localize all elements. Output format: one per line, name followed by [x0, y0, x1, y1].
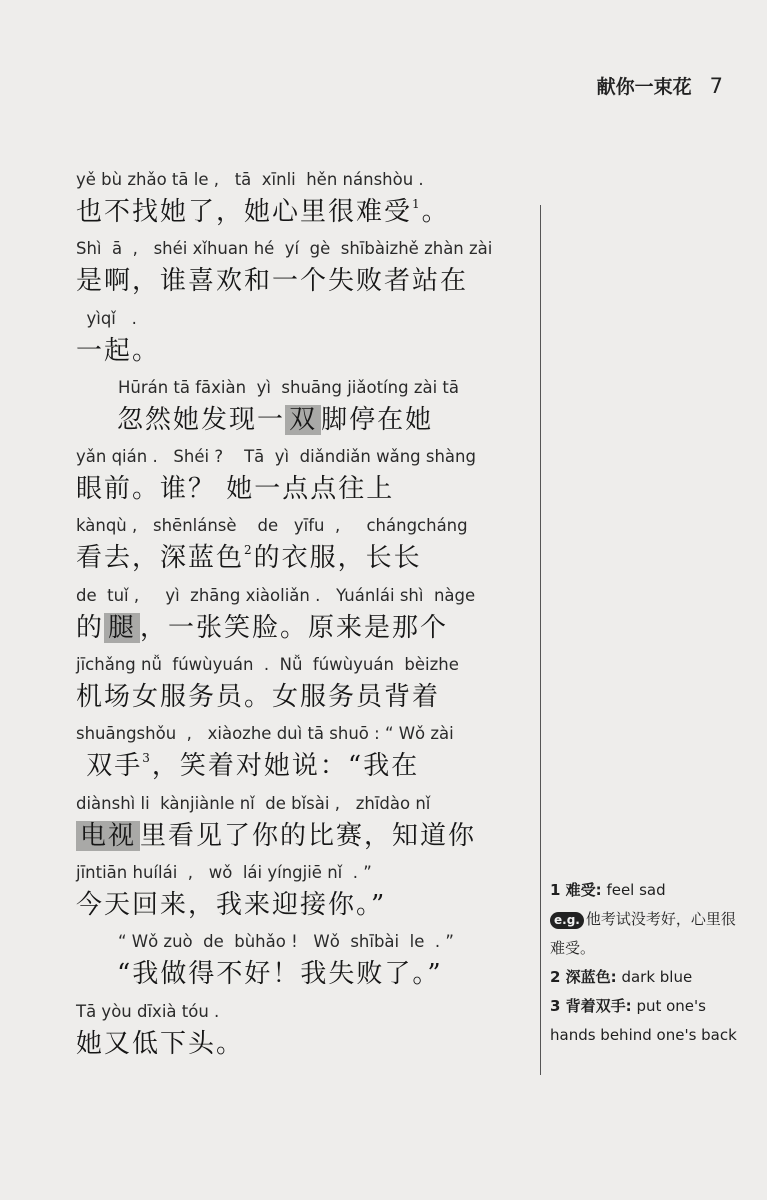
- text-line-6: [76, 516, 536, 585]
- hanzi-line: 双手$^3$，笑着对她说：“我在: [76, 751, 420, 782]
- text-line-2: [76, 239, 536, 308]
- text-line-12: [76, 932, 536, 1001]
- margin-divider-line: [540, 205, 541, 1075]
- pinyin-line: Shì ā , shéi xǐhuan hé yí gè shībàizhě zhàn zài: [76, 239, 493, 259]
- text-line-7: [76, 586, 536, 655]
- pinyin-line: de tuǐ , yì zhāng xiàoliǎn . Yuánlái shì nàge: [76, 585, 476, 605]
- text-line-9: [76, 724, 536, 793]
- running-header: [597, 72, 723, 99]
- hanzi-line: 电视 里看见了你的比赛，知道你: [76, 819, 476, 853]
- pinyin-line: shuāngshǒu , xiàozhe duì tā shuō : “ Wǒ zài: [76, 724, 454, 744]
- main-text: [76, 170, 536, 1071]
- hanzi-line: “我做得不好！我失败了。”: [76, 959, 443, 990]
- footnote-mark: 2: [244, 543, 254, 558]
- text-line-1: [76, 170, 536, 239]
- footnote-mark: 3: [142, 751, 152, 766]
- pinyin-line: yǎn qián . Shéi ? Tā yì diǎndiǎn wǎng shàng: [76, 447, 476, 467]
- hanzi-line: 眼前。谁？ 她一点点往上: [76, 474, 395, 505]
- text-line-3: [76, 309, 536, 378]
- footnote-2: 2 深蓝色: dark blue: [550, 968, 693, 986]
- pinyin-line: Tā yòu dīxià tóu .: [76, 1001, 220, 1021]
- footnote-1-example: e.g. 他考试没考好，心里很难受。: [550, 910, 736, 957]
- text-line-11: [76, 863, 536, 932]
- pinyin-line: kànqù , shēnlánsè de yīfu , chángcháng: [76, 516, 468, 536]
- hanzi-line: 一起。: [76, 335, 161, 366]
- text-line-5: [76, 447, 536, 516]
- pinyin-line: “ Wǒ zuò de bùhǎo ! Wǒ shībài le . ”: [76, 932, 454, 952]
- pinyin-line: Hūrán tā fāxiàn yì shuāng jiǎotíng zài tā: [76, 377, 459, 397]
- text-line-8: [76, 655, 536, 724]
- hanzi-line: 忽然她发现一 双 脚停在她: [76, 404, 434, 435]
- hanzi-line: 她又低下头。: [76, 1028, 245, 1059]
- highlighted-word: 腿: [104, 613, 140, 643]
- hanzi-line: 的 腿 ，一张笑脸。原来是那个: [76, 612, 449, 643]
- footnote-1: 1 难受: feel sad: [550, 881, 666, 899]
- page-number: 7: [709, 74, 723, 98]
- hanzi-line: 机场女服务员。女服务员背着: [76, 682, 441, 713]
- pinyin-line: jīchǎng nǚ fúwùyuán . Nǚ fúwùyuán bèizhe: [76, 655, 459, 675]
- footnote-3: 3 背着双手: put one's hands behind one's back: [550, 997, 737, 1044]
- pinyin-line: jīntiān huílái , wǒ lái yíngjiē nǐ . ”: [76, 862, 372, 882]
- pinyin-line: yě bù zhǎo tā le , tā xīnli hěn nánshòu .: [76, 170, 424, 189]
- example-badge-icon: e.g.: [550, 912, 584, 929]
- hanzi-line: 今天回来，我来迎接你。”: [76, 889, 387, 920]
- hanzi-line: 也不找她了，她心里很难受$^1$。: [76, 197, 450, 227]
- footnotes-panel: [550, 876, 740, 1050]
- text-line-10: [76, 794, 536, 863]
- pinyin-line: diànshì li kànjiànle nǐ de bǐsài , zhīdào nǐ: [76, 793, 431, 813]
- hanzi-line: 是啊，谁喜欢和一个失败者站在: [76, 266, 469, 297]
- footnote-mark: 1: [412, 197, 422, 211]
- pinyin-line: yìqǐ .: [76, 308, 137, 328]
- text-line-4: [76, 378, 536, 447]
- text-line-13: [76, 1002, 536, 1071]
- chapter-title: 献你一束花: [596, 76, 692, 98]
- hanzi-line: 看去，深蓝色$^2$的衣服，长长: [76, 543, 422, 574]
- highlighted-word: 双: [285, 405, 321, 435]
- highlighted-word: 电视: [76, 821, 140, 851]
